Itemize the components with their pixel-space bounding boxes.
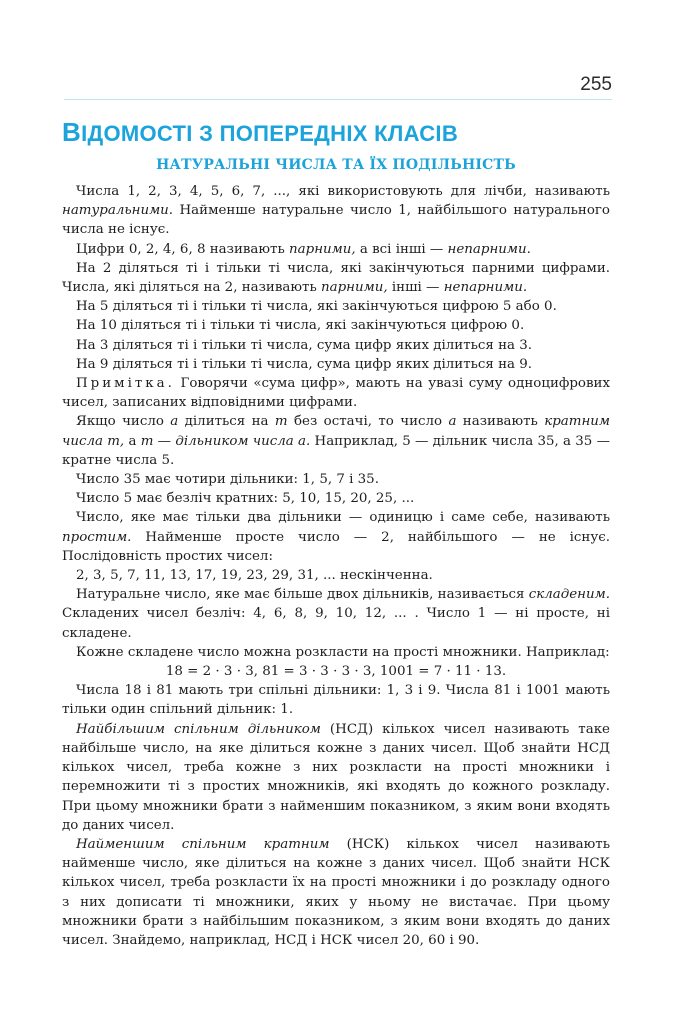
header-divider	[64, 99, 612, 100]
section-title	[62, 117, 458, 148]
paragraph-lcm	[62, 835, 610, 950]
subtitle: НАТУРАЛЬНІ ЧИСЛА ТА ЇХ ПОДІЛЬНІСТЬ	[156, 157, 516, 173]
text: Число, яке має тільки два дільники — одиницю і саме себе, називають	[76, 510, 610, 526]
main-text	[62, 182, 610, 950]
variable: m	[140, 433, 154, 449]
text: (НСД) кількох чисел називають таке найбільше число, на яке ділиться кожне з даних чисел. Щоб знайти НСД кількох чисел, треба кожне з них розкласти на прості множники і перемножити ті з простих множників, які входять до кожного розкладу. При цьому множники брати з найменшим показником, з яким вони входять до даних чисел.	[62, 721, 610, 833]
variable: a	[170, 414, 179, 430]
section-title-rest: ІДОМОСТІ З ПОПЕРЕДНІХ КЛАСІВ	[81, 121, 459, 146]
term: кратним числа m,	[62, 414, 610, 449]
term: Найбільшим спільним дільником	[76, 721, 321, 737]
text: Цифри 0, 2, 4, 6, 8 називають	[76, 241, 290, 257]
paragraph-divisible-2	[62, 259, 610, 297]
variable: m	[274, 414, 288, 430]
paragraph-multiples-divisors	[62, 412, 610, 470]
paragraph-divisible-10: На 10 діляться ті і тільки ті числа, які закінчуються цифрою 0.	[76, 318, 525, 334]
term: парними,	[321, 280, 388, 296]
text: Числа 1, 2, 3, 4, 5, 6, 7, ..., які використовують для лічби, називають	[76, 184, 610, 199]
term: Найменшим спільним кратним	[76, 836, 330, 852]
text: а всі інші —	[355, 241, 448, 257]
paragraph-prime-sequence: 2, 3, 5, 7, 11, 13, 17, 19, 23, 29, 31, ... нескінченна.	[76, 568, 433, 584]
text: Якщо число	[76, 414, 171, 430]
paragraph-gcd	[62, 720, 610, 835]
page-number: 255	[580, 74, 612, 95]
paragraph-prime	[62, 508, 610, 566]
text: ділиться на	[178, 414, 275, 430]
paragraph-common-divisors: Числа 18 і 81 мають три спільні дільники: 1, 3 і 9. Числа 81 і 1001 мають тільки один спільний дільник: 1.	[62, 683, 610, 718]
paragraph-composite	[62, 585, 610, 643]
paragraph-factorization: Кожне складене число можна розкласти на прості множники. Наприклад:	[76, 644, 610, 660]
term: парними,	[289, 241, 356, 257]
term: складеним.	[528, 587, 610, 603]
text: Наприклад, 5 — дільник числа 35, а 35 — кратне числа 5.	[62, 433, 610, 468]
text: На 2 діляться ті і тільки ті числа, які закінчуються парними цифрами. Числа, які діляться на 2, називають	[62, 260, 610, 296]
text: Натуральне число, яке має більше двох дільників, називається	[76, 587, 529, 603]
formula-factorization: 18 = 2 · 3 · 3, 81 = 3 · 3 · 3 · 3, 1001 = 7 · 11 · 13.	[165, 664, 507, 680]
text: називають	[456, 414, 545, 430]
text: Говорячи «сума цифр», мають на увазі суму одноцифрових чисел, записаних відповідними цифрами.	[62, 376, 610, 411]
text: без остачі, то число	[287, 414, 449, 430]
term: дільником числа a.	[175, 433, 311, 449]
paragraph-divisors-35: Число 35 має чотири дільники: 1, 5, 7 і 35.	[76, 472, 379, 488]
section-title-initial: В	[62, 117, 82, 147]
paragraph-divisible-9: На 9 діляться ті і тільки ті числа, сума цифр яких ділиться на 9.	[76, 356, 533, 372]
term: непарними.	[447, 241, 531, 257]
note-label: Примітка.	[76, 376, 175, 392]
paragraph-even-digits	[62, 240, 610, 259]
paragraph-divisible-3: На 3 діляться ті і тільки ті числа, сума цифр яких ділиться на 3.	[76, 337, 533, 353]
text: —	[153, 433, 176, 449]
text: Найменше просте число — 2, найбільшого — не існує. Послідовність простих чисел:	[62, 529, 610, 564]
text: (НСК) кількох чисел називають найменше число, яке ділиться на кожне з даних чисел. Щоб знайти НСК кількох чисел, треба розкласти їх на прості множники і до розкладу одного з них дописати ті множники, яких у ньому не вистачає. При цьому множники брати з найбільшим показником, з яким вони входять до даних чисел. Знайдемо, наприклад, НСД і НСК чисел 20, 60 і 90.	[62, 836, 611, 948]
paragraph-divisible-5: На 5 діляться ті і тільки ті числа, які закінчуються цифрою 5 або 0.	[76, 299, 557, 315]
paragraph-natural-numbers	[62, 182, 610, 240]
text: інші —	[387, 280, 444, 296]
paragraph-note	[62, 374, 610, 412]
text: Найменше натуральне число 1, найбільшого натурального числа не існує.	[62, 203, 610, 238]
paragraph-multiples-5: Число 5 має безліч кратних: 5, 10, 15, 20, 25, ...	[76, 491, 415, 507]
term: простим.	[62, 529, 132, 545]
term: натуральними.	[62, 203, 174, 219]
term: непарними.	[443, 280, 528, 296]
variable: a	[448, 414, 457, 430]
text: а	[124, 433, 141, 449]
text: Складених чисел безліч: 4, 6, 8, 9, 10, 12, ... . Число 1 — ні просте, ні складене.	[62, 606, 610, 641]
